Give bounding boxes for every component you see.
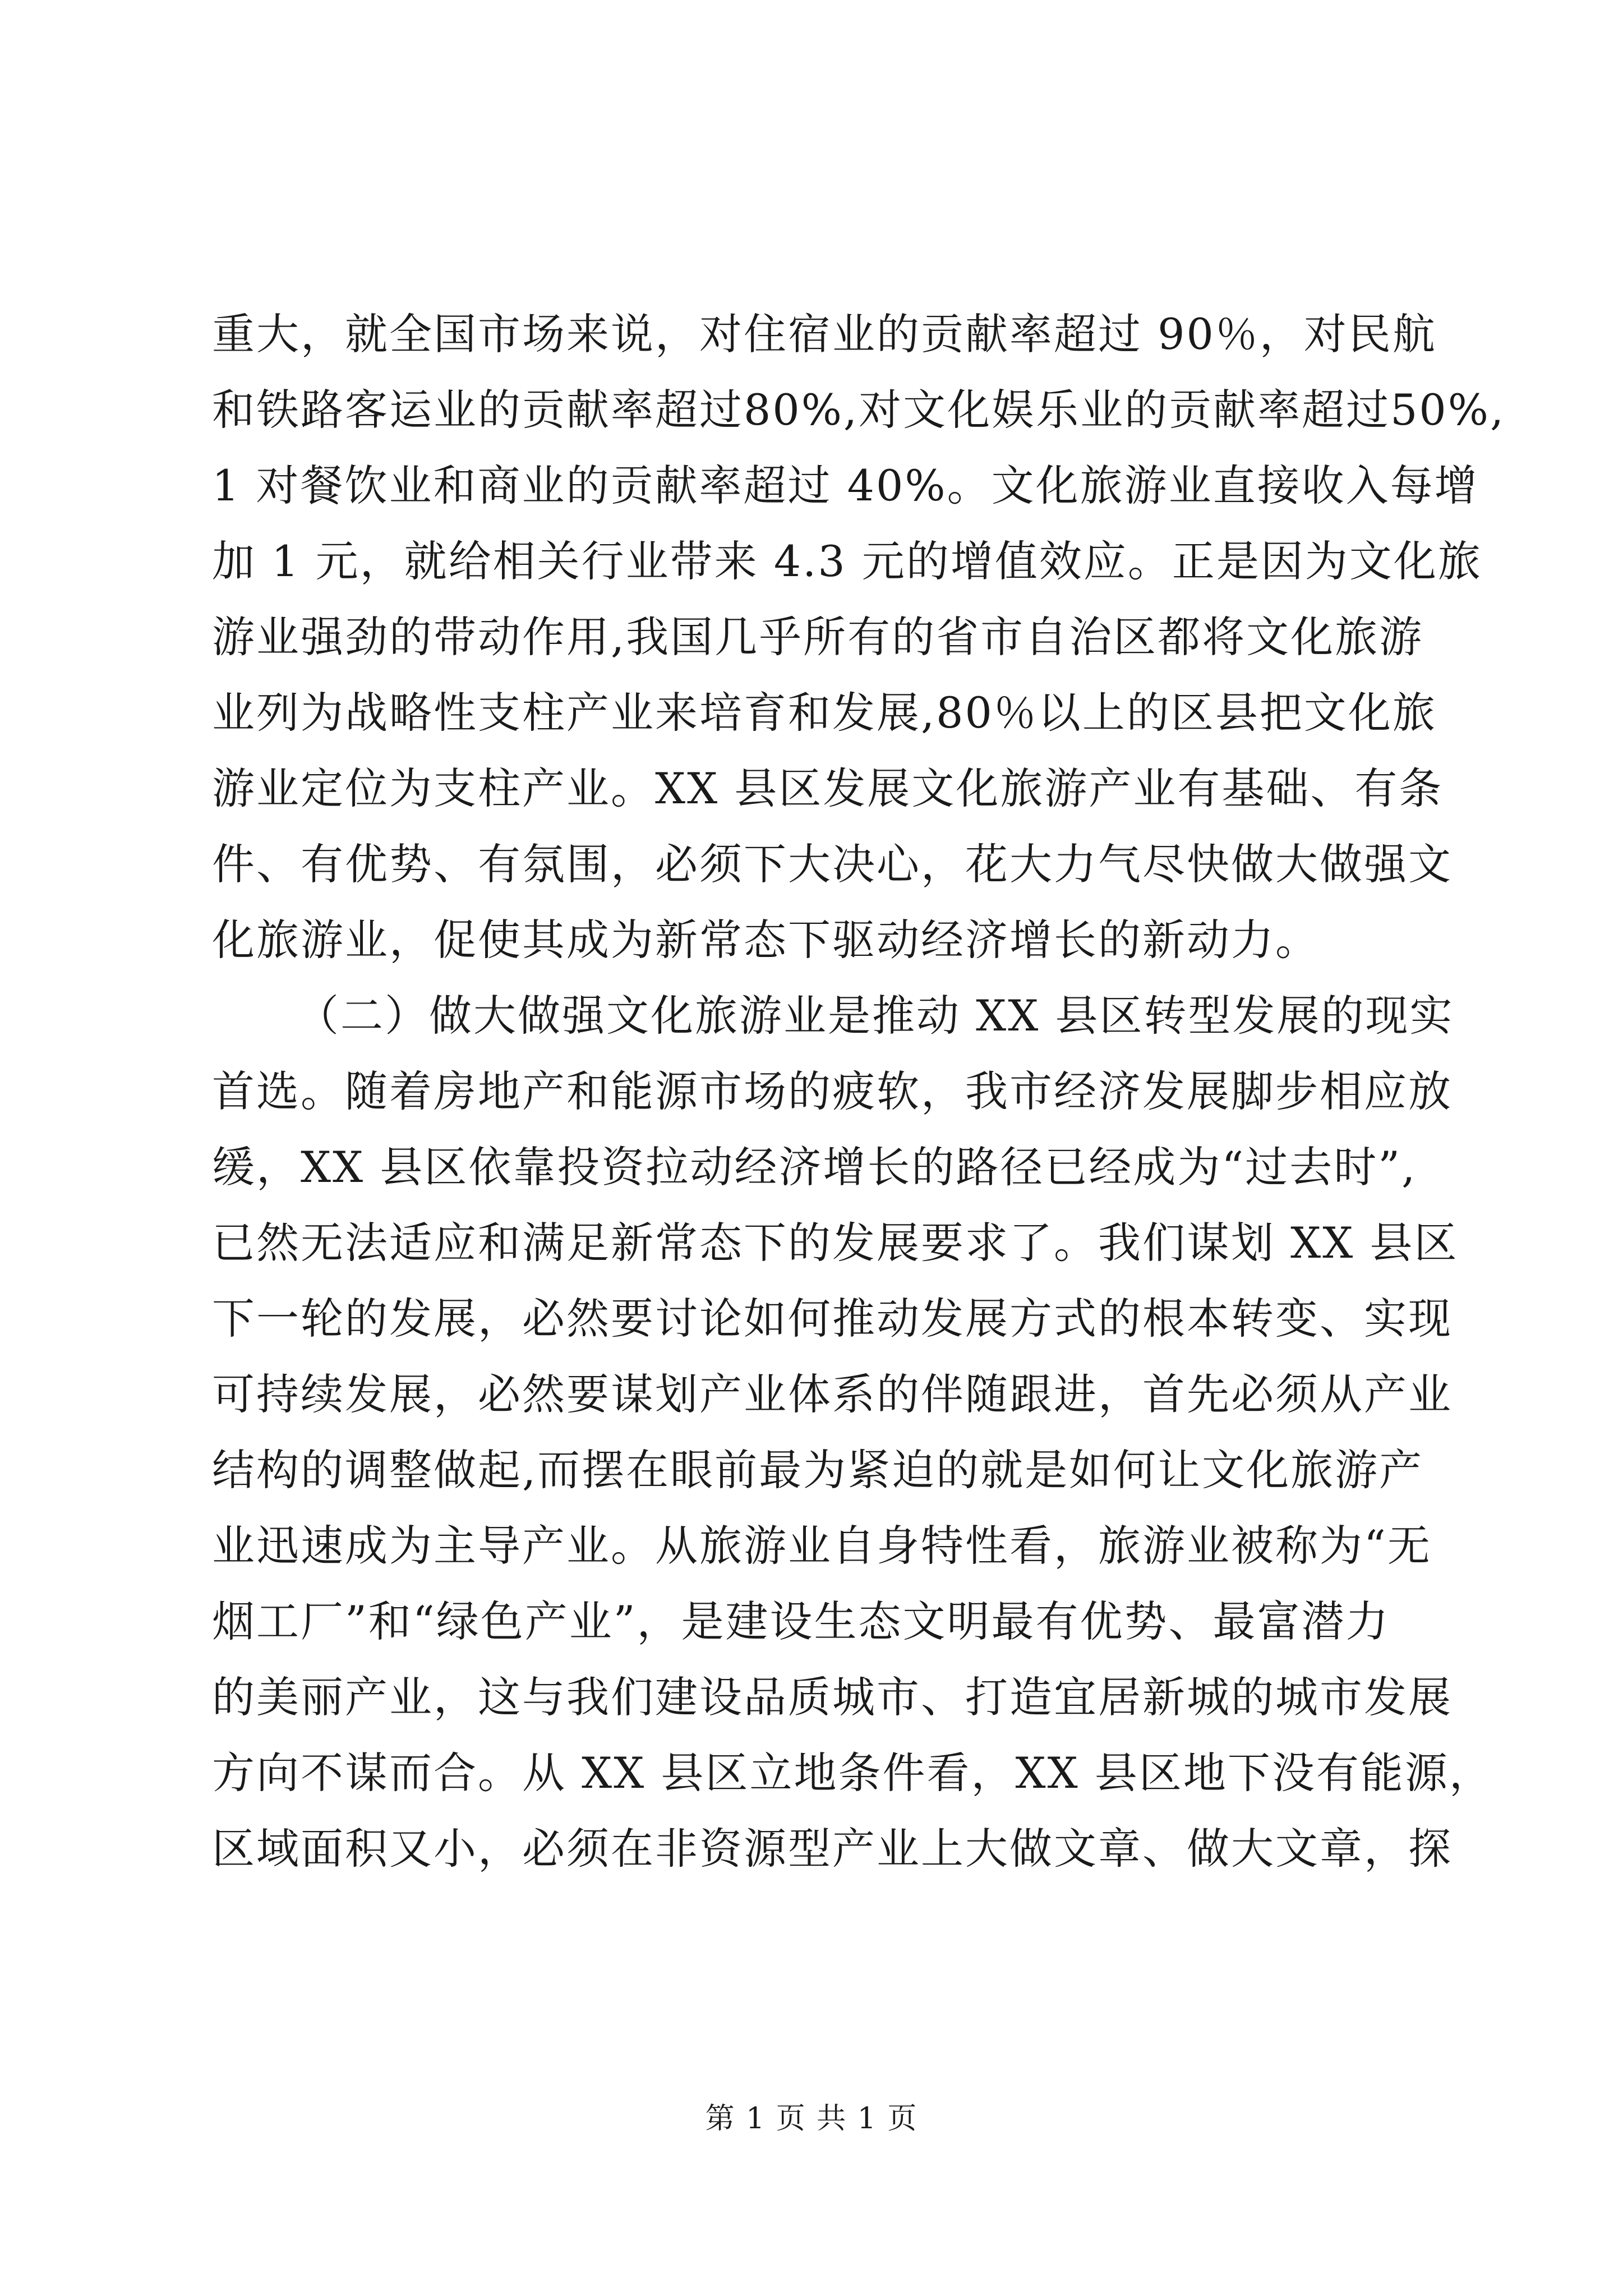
text-line: 区域面积又小，必须在非资源型产业上大做文章、做大文章，探 xyxy=(212,1824,1453,1874)
paragraph-heading-line: （二）做大做强文化旅游业是推动 XX 县区转型发展的现实 xyxy=(296,991,1454,1041)
text-line: 结构的调整做起,而摆在眼前最为紧迫的就是如何让文化旅游产 xyxy=(212,1445,1424,1495)
text-line: 方向不谋而合。从 XX 县区立地条件看，XX 县区地下没有能源， xyxy=(212,1748,1493,1798)
text-line: 下一轮的发展，必然要讨论如何推动发展方式的根本转变、实现 xyxy=(212,1294,1453,1343)
text-line: 烟工厂”和“绿色产业”，是建设生态文明最有优势、最富潜力 xyxy=(212,1596,1390,1646)
page-footer xyxy=(0,2099,1623,2138)
text-line: 加 1 元，就给相关行业带来 4.3 元的增值效应。正是因为文化旅 xyxy=(212,536,1482,586)
text-line: 的美丽产业，这与我们建设品质城市、打造宜居新城的城市发展 xyxy=(212,1672,1453,1722)
text-line: 件、有优势、有氛围，必须下大决心，花大力气尽快做大做强文 xyxy=(212,839,1453,889)
text-line: 游业定位为支柱产业。XX 县区发展文化旅游产业有基础、有条 xyxy=(212,763,1444,813)
text-line: 1 对餐饮业和商业的贡献率超过 40%。文化旅游业直接收入每增 xyxy=(212,461,1479,510)
text-line: 重大，就全国市场来说，对住宿业的贡献率超过 90％，对民航 xyxy=(212,309,1437,359)
text-line: 已然无法适应和满足新常态下的发展要求了。我们谋划 XX 县区 xyxy=(212,1218,1459,1268)
page-number-label: 第 1 页 共 1 页 xyxy=(705,2102,918,2136)
text-line: 业列为战略性支柱产业来培育和发展,80％以上的区县把文化旅 xyxy=(212,688,1437,738)
text-line: 和铁路客运业的贡献率超过80%,对文化娱乐业的贡献率超过50%, xyxy=(212,385,1506,435)
text-line: 业迅速成为主导产业。从旅游业自身特性看，旅游业被称为“无 xyxy=(212,1521,1432,1571)
text-line: 可持续发展，必然要谋划产业体系的伴随跟进，首先必须从产业 xyxy=(212,1369,1453,1419)
text-line: 游业强劲的带动作用,我国几乎所有的省市自治区都将文化旅游 xyxy=(212,612,1424,662)
text-line: 化旅游业，促使其成为新常态下驱动经济增长的新动力。 xyxy=(212,915,1320,965)
body-text xyxy=(212,296,1506,1887)
text-line: 缓，XX 县区依靠投资拉动经济增长的路径已经成为“过去时”, xyxy=(212,1142,1417,1192)
text-line: 首选。随着房地产和能源市场的疲软，我市经济发展脚步相应放 xyxy=(212,1066,1453,1116)
